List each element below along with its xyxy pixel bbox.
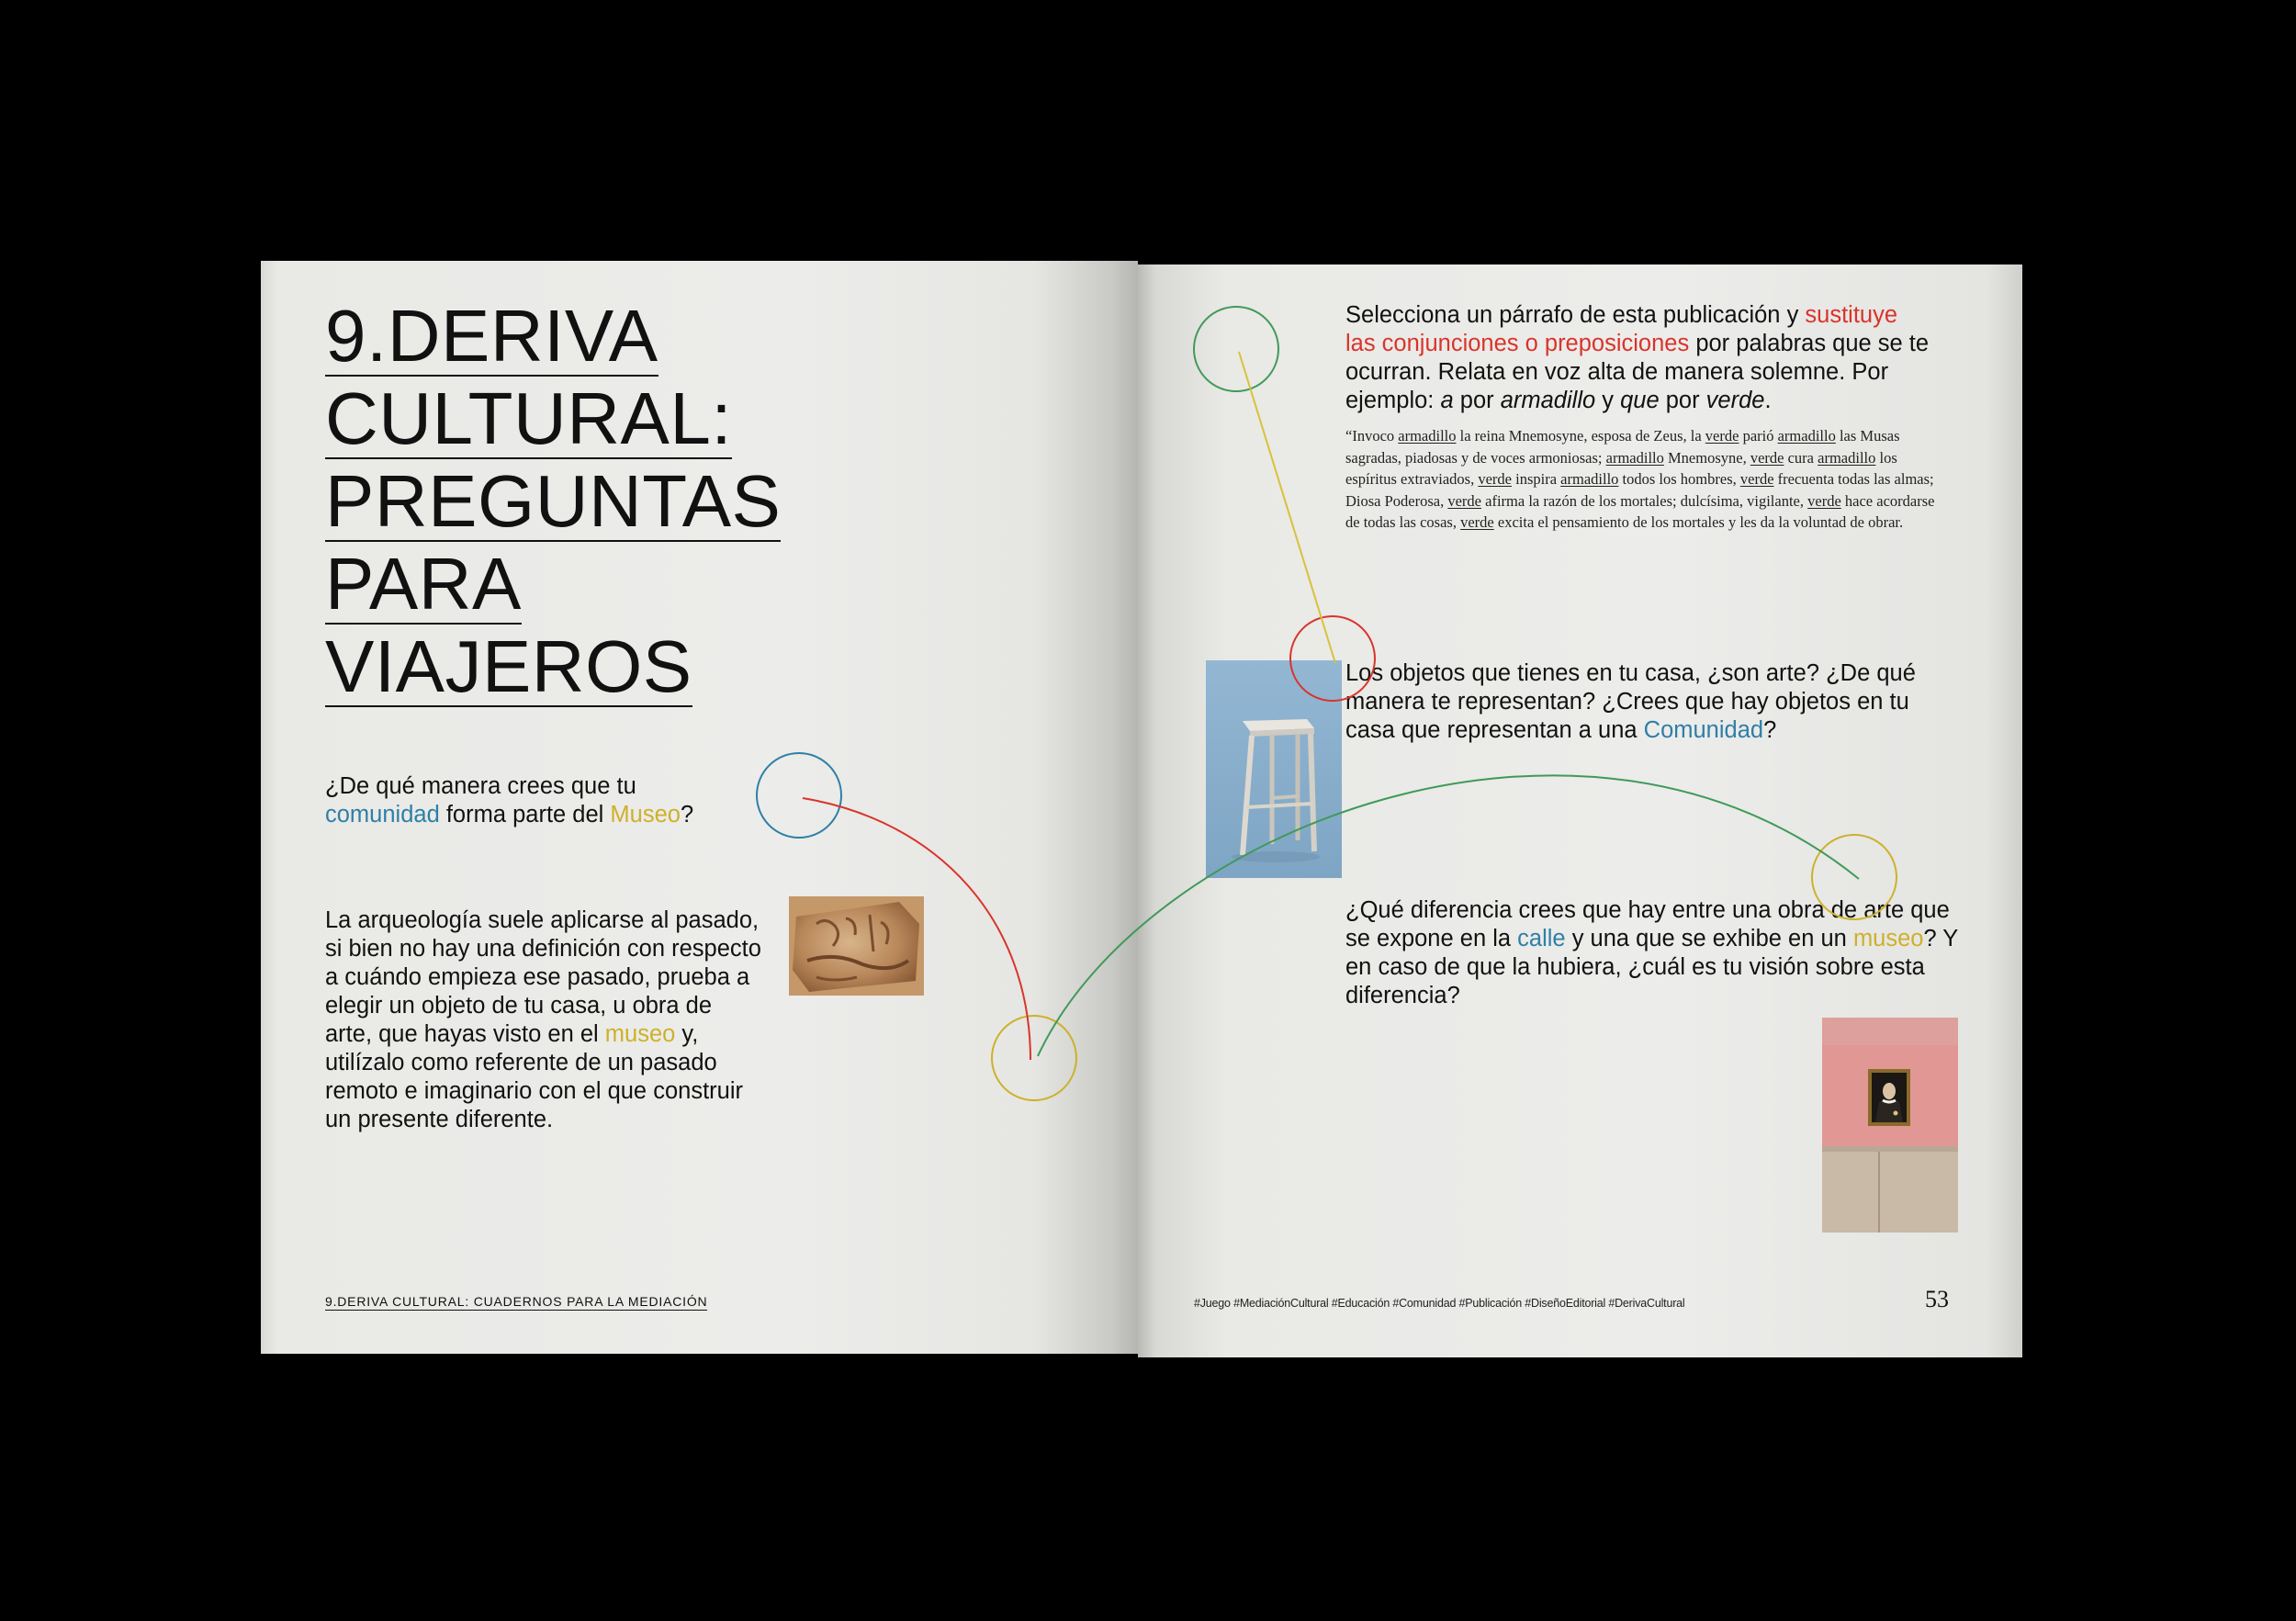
example-armadillo: armadillo: [1500, 388, 1596, 413]
page-number: 53: [1925, 1286, 1949, 1312]
example-que: que: [1620, 388, 1660, 413]
stool-picture: [1206, 660, 1342, 878]
title-line-1: 9.DERIVA: [325, 295, 658, 377]
title-line-2: CULTURAL:: [325, 377, 733, 459]
question3-text-c: ? Y en caso de que la hubiera, ¿cuál es tu visión sobre esta diferencia?: [1345, 926, 1958, 1008]
instruction-text-c: por: [1453, 388, 1501, 413]
substituted-word: armadillo: [1818, 448, 1876, 467]
left-footer: 9.DERIVA CULTURAL: CUADERNOS PARA LA MEDIACIÓN: [325, 1294, 708, 1309]
stone-relief-image: [789, 896, 924, 996]
right-footer-tags: #Juego #MediaciónCultural #Educación #Comunidad #Publicación #DiseñoEditorial #DerivaCultural: [1194, 1297, 1685, 1310]
substituted-word: armadillo: [1777, 427, 1836, 445]
question2-text-b: ?: [1763, 717, 1777, 743]
question2-text-a: Los objetos que tienes en tu casa, ¿son arte? ¿De qué manera te representan? ¿Crees que hay objetos en tu casa que representan a una: [1345, 660, 1916, 743]
keyword-sustituye: sustituye las conjunciones o preposiciones: [1345, 302, 1898, 356]
quote-text: frecuenta todas las almas; Diosa Poderosa,: [1345, 470, 1934, 510]
question1-text-c: ?: [680, 802, 694, 827]
substituted-word: verde: [1460, 513, 1494, 531]
archaeology-paragraph: [325, 906, 764, 1134]
question1-text-a: ¿De qué manera crees que tu: [325, 773, 636, 799]
quote-text: los espíritus extraviados,: [1345, 448, 1897, 488]
stool-image: [1206, 660, 1342, 878]
quote-text: “Invoco: [1345, 427, 1399, 445]
instruction-text-a: Selecciona un párrafo de esta publicación y: [1345, 302, 1806, 328]
instruction-text-e: por: [1659, 388, 1706, 413]
question-objetos: [1345, 659, 1952, 745]
instruction-text-d: y: [1595, 388, 1621, 413]
example-a: a: [1440, 388, 1454, 413]
instruction-text-f: .: [1764, 388, 1772, 413]
keyword-comunidad-2: Comunidad: [1643, 717, 1764, 743]
substituted-word: verde: [1705, 427, 1739, 445]
keyword-comunidad: comunidad: [325, 802, 440, 827]
quote-text: parió: [1739, 427, 1778, 445]
substituted-word: armadillo: [1398, 427, 1457, 445]
instruction-text-b: por palabras que se te ocurran. Relata en voz alta de manera solemne. Por ejemplo:: [1345, 331, 1930, 413]
stone-relief-picture: [789, 896, 924, 996]
left-page: [261, 261, 1138, 1354]
keyword-museo-2: museo: [604, 1021, 676, 1047]
magazine-spread: [261, 261, 2022, 1354]
question3-text-a: ¿Qué diferencia crees que hay entre una obra de arte que se expone en la: [1345, 897, 1950, 951]
keyword-museo: Museo: [610, 802, 681, 827]
title-line-4: PARA: [325, 543, 522, 625]
pink-wall-portrait-image: [1822, 1018, 1958, 1233]
title-line-5: VIAJEROS: [325, 625, 692, 707]
substituted-word: verde: [1478, 470, 1512, 488]
pink-wall-picture: [1822, 1018, 1958, 1233]
right-page: [1138, 265, 2022, 1357]
instruction-paragraph: [1345, 301, 1933, 415]
quote-text: las Musas sagradas, piadosas y de voces armoniosas;: [1345, 427, 1900, 467]
quote-text: inspira: [1512, 470, 1561, 488]
substituted-word: verde: [1807, 491, 1841, 510]
question-calle-museo: [1345, 896, 1970, 1010]
quote-text: hace acordarse de todas las cosas,: [1345, 491, 1935, 531]
question1-text-b: forma parte del: [439, 802, 611, 827]
substituted-word: armadillo: [1560, 470, 1619, 488]
substituted-word: verde: [1447, 491, 1482, 510]
substituted-word: verde: [1750, 448, 1784, 467]
quote-text: Mnemosyne,: [1663, 448, 1750, 467]
substituted-word: verde: [1739, 470, 1774, 488]
example-verde: verde: [1705, 388, 1765, 413]
substituted-word: armadillo: [1605, 448, 1664, 467]
quote-text: la reina Mnemosyne, esposa de Zeus, la: [1456, 427, 1705, 445]
paragraph-text-b: y, utilízalo como referente de un pasado remoto e imaginario con el que construir un presente diferente.: [325, 1021, 743, 1132]
quote-text: excita el pensamiento de los mortales y les da la voluntad de obrar.: [1493, 513, 1904, 531]
keyword-calle: calle: [1517, 926, 1566, 951]
quote-text: afirma la razón de los mortales; dulcísima, vigilante,: [1481, 491, 1808, 510]
mnemosyne-quote: [1345, 425, 1952, 534]
paragraph-text-a: La arqueología suele aplicarse al pasado, si bien no hay una definición con respecto a cuándo empieza ese pasado, prueba a elegir un objeto de tu casa, u obra de arte, que hayas visto en el: [325, 907, 761, 1047]
title-line-3: PREGUNTAS: [325, 460, 782, 542]
keyword-museo-3: museo: [1852, 926, 1924, 951]
page-title: [325, 295, 782, 711]
question3-text-b: y una que se exhibe en un: [1565, 926, 1853, 951]
question-comunidad-museo: [325, 772, 711, 829]
quote-text: cura: [1784, 448, 1818, 467]
quote-text: todos los hombres,: [1618, 470, 1740, 488]
